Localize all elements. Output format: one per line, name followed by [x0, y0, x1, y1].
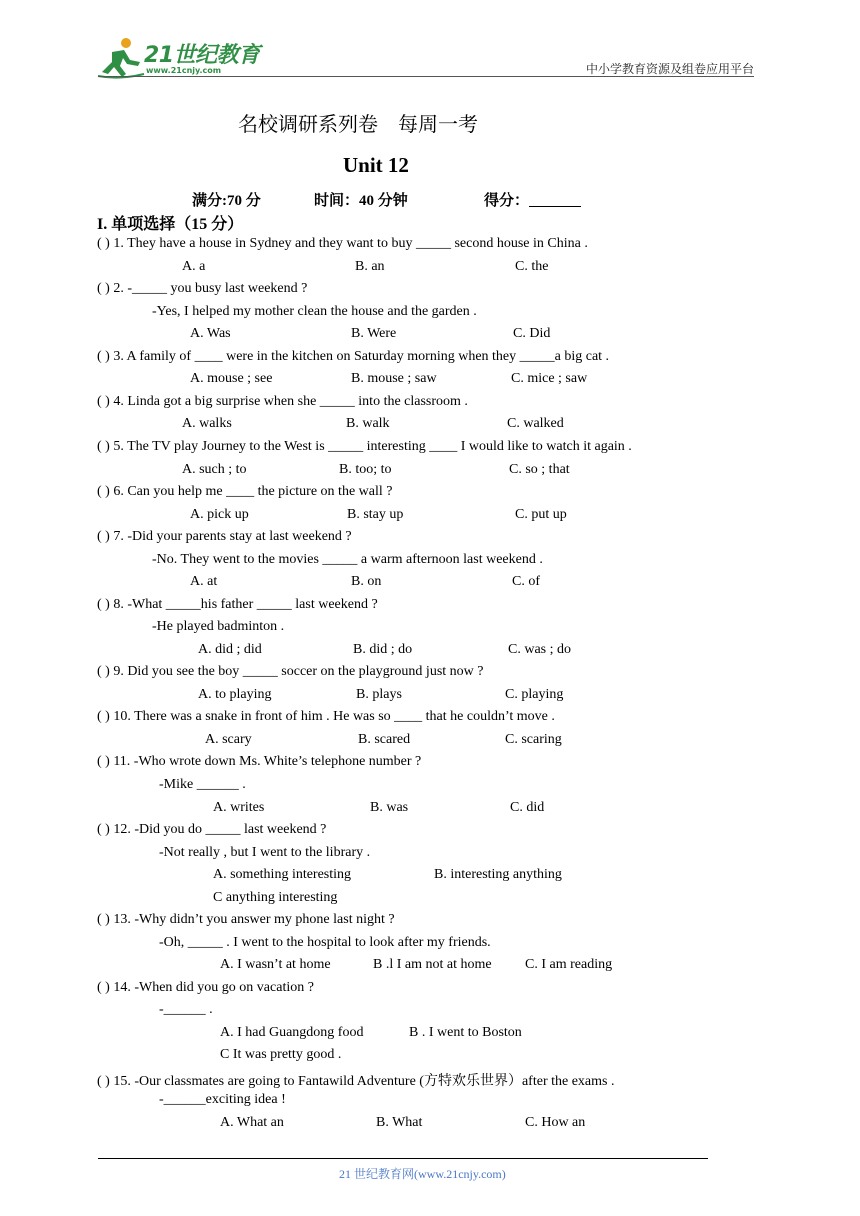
- option-7b: B. on: [351, 574, 382, 589]
- option-12b: B. interesting anything: [434, 867, 562, 882]
- option-14a: A. I had Guangdong food: [220, 1025, 364, 1040]
- full-marks: 满分:70 分: [192, 193, 261, 209]
- footer-divider: [98, 1158, 708, 1159]
- option-5b: B. too; to: [339, 462, 392, 477]
- question-4: ( ) 4. Linda got a big surprise when she _____ into the classroom .: [97, 394, 468, 409]
- site-logo: [96, 36, 276, 80]
- footer-link[interactable]: 21 世纪教育网(www.21cnjy.com): [339, 1167, 506, 1181]
- option-6a: A. pick up: [190, 507, 249, 522]
- option-10b: B. scared: [358, 732, 411, 747]
- option-3c: C. mice ; saw: [511, 371, 588, 386]
- score-field: [484, 189, 581, 210]
- option-7a: A. at: [190, 574, 218, 589]
- question-12-line2: -Not really , but I went to the library .: [159, 845, 371, 860]
- option-4b: B. walk: [346, 416, 390, 431]
- question-12: ( ) 12. -Did you do _____ last weekend ?: [97, 822, 327, 837]
- option-8a: A. did ; did: [198, 642, 262, 657]
- question-10: ( ) 10. There was a snake in front of him . He was so ____ that he couldn’t move .: [97, 709, 555, 724]
- option-13a: A. I wasn’t at home: [220, 957, 331, 972]
- option-1b: B. an: [355, 259, 385, 274]
- question-15: ( ) 15. -Our classmates are going to Fantawild Adventure (方特欢乐世界）after the exams .: [97, 1074, 615, 1089]
- question-14-line2: -______ .: [159, 1002, 213, 1017]
- question-2: ( ) 2. -_____ you busy last weekend ?: [97, 281, 308, 296]
- option-11b: B. was: [370, 800, 409, 815]
- option-8c: C. was ; do: [508, 642, 571, 657]
- platform-label: 中小学教育资源及组卷应用平台: [585, 62, 754, 76]
- option-9c: C. playing: [505, 687, 564, 702]
- option-13c: C. I am reading: [525, 957, 613, 972]
- runner-logo-icon: [96, 36, 146, 80]
- question-1: ( ) 1. They have a house in Sydney and they want to buy _____ second house in China .: [97, 236, 588, 251]
- question-2-line2: -Yes, I helped my mother clean the house and the garden .: [152, 304, 477, 319]
- question-13: ( ) 13. -Why didn’t you answer my phone last night ?: [97, 912, 395, 927]
- option-4a: A. walks: [182, 416, 232, 431]
- question-14: ( ) 14. -When did you go on vacation ?: [97, 980, 314, 995]
- section-heading: I. 单项选择（15 分）: [97, 216, 244, 233]
- option-1c: C. the: [515, 259, 549, 274]
- score-blank[interactable]: [529, 192, 581, 207]
- option-9a: A. to playing: [198, 687, 272, 702]
- score-label: 得分：: [484, 193, 530, 209]
- option-10c: C. scaring: [505, 732, 562, 747]
- time-limit: 时间：40 分钟: [314, 193, 408, 209]
- option-6b: B. stay up: [347, 507, 404, 522]
- question-5: ( ) 5. The TV play Journey to the West is _____ interesting ____ I would like to watch it again .: [97, 439, 632, 454]
- question-13-line2: -Oh, _____ . I went to the hospital to look after my friends.: [159, 935, 491, 950]
- option-14c: C It was pretty good .: [220, 1047, 342, 1062]
- option-2c: C. Did: [513, 326, 551, 341]
- option-3a: A. mouse ; see: [190, 371, 273, 386]
- option-5a: A. such ; to: [182, 462, 247, 477]
- question-8-line2: -He played badminton .: [152, 619, 285, 634]
- option-15c: C. How an: [525, 1115, 586, 1130]
- unit-title: Unit 12: [343, 153, 409, 177]
- option-2a: A. Was: [190, 326, 231, 341]
- option-5c: C. so ; that: [509, 462, 570, 477]
- option-11a: A. writes: [213, 800, 265, 815]
- option-15b: B. What: [376, 1115, 423, 1130]
- exam-title: 名校调研系列卷 每周一考: [238, 112, 478, 136]
- option-10a: A. scary: [205, 732, 252, 747]
- question-15-line2: -______exciting idea !: [159, 1092, 286, 1107]
- header-divider: [98, 76, 754, 77]
- question-7: ( ) 7. -Did your parents stay at last weekend ?: [97, 529, 352, 544]
- question-9: ( ) 9. Did you see the boy _____ soccer on the playground just now ?: [97, 664, 484, 679]
- option-14b: B . I went to Boston: [409, 1025, 522, 1040]
- option-7c: C. of: [512, 574, 540, 589]
- question-7-line2: -No. They went to the movies _____ a warm afternoon last weekend .: [152, 552, 543, 567]
- option-15a: A. What an: [220, 1115, 284, 1130]
- option-12c: C anything interesting: [213, 890, 338, 905]
- question-3: ( ) 3. A family of ____ were in the kitchen on Saturday morning when they _____a big cat .: [97, 349, 610, 364]
- option-9b: B. plays: [356, 687, 402, 702]
- question-11: ( ) 11. -Who wrote down Ms. White’s telephone number ?: [97, 754, 422, 769]
- option-13b: B .l I am not at home: [373, 957, 492, 972]
- option-2b: B. Were: [351, 326, 397, 341]
- logo-url: www.21cnjy.com: [146, 66, 222, 75]
- option-3b: B. mouse ; saw: [351, 371, 437, 386]
- logo-text: 21世纪教育: [144, 43, 260, 68]
- option-11c: C. did: [510, 800, 545, 815]
- question-6: ( ) 6. Can you help me ____ the picture on the wall ?: [97, 484, 393, 499]
- option-4c: C. walked: [507, 416, 564, 431]
- option-1a: A. a: [182, 259, 206, 274]
- option-8b: B. did ; do: [353, 642, 413, 657]
- question-11-line2: -Mike ______ .: [159, 777, 246, 792]
- question-8: ( ) 8. -What _____his father _____ last weekend ?: [97, 597, 378, 612]
- option-12a: A. something interesting: [213, 867, 352, 882]
- option-6c: C. put up: [515, 507, 567, 522]
